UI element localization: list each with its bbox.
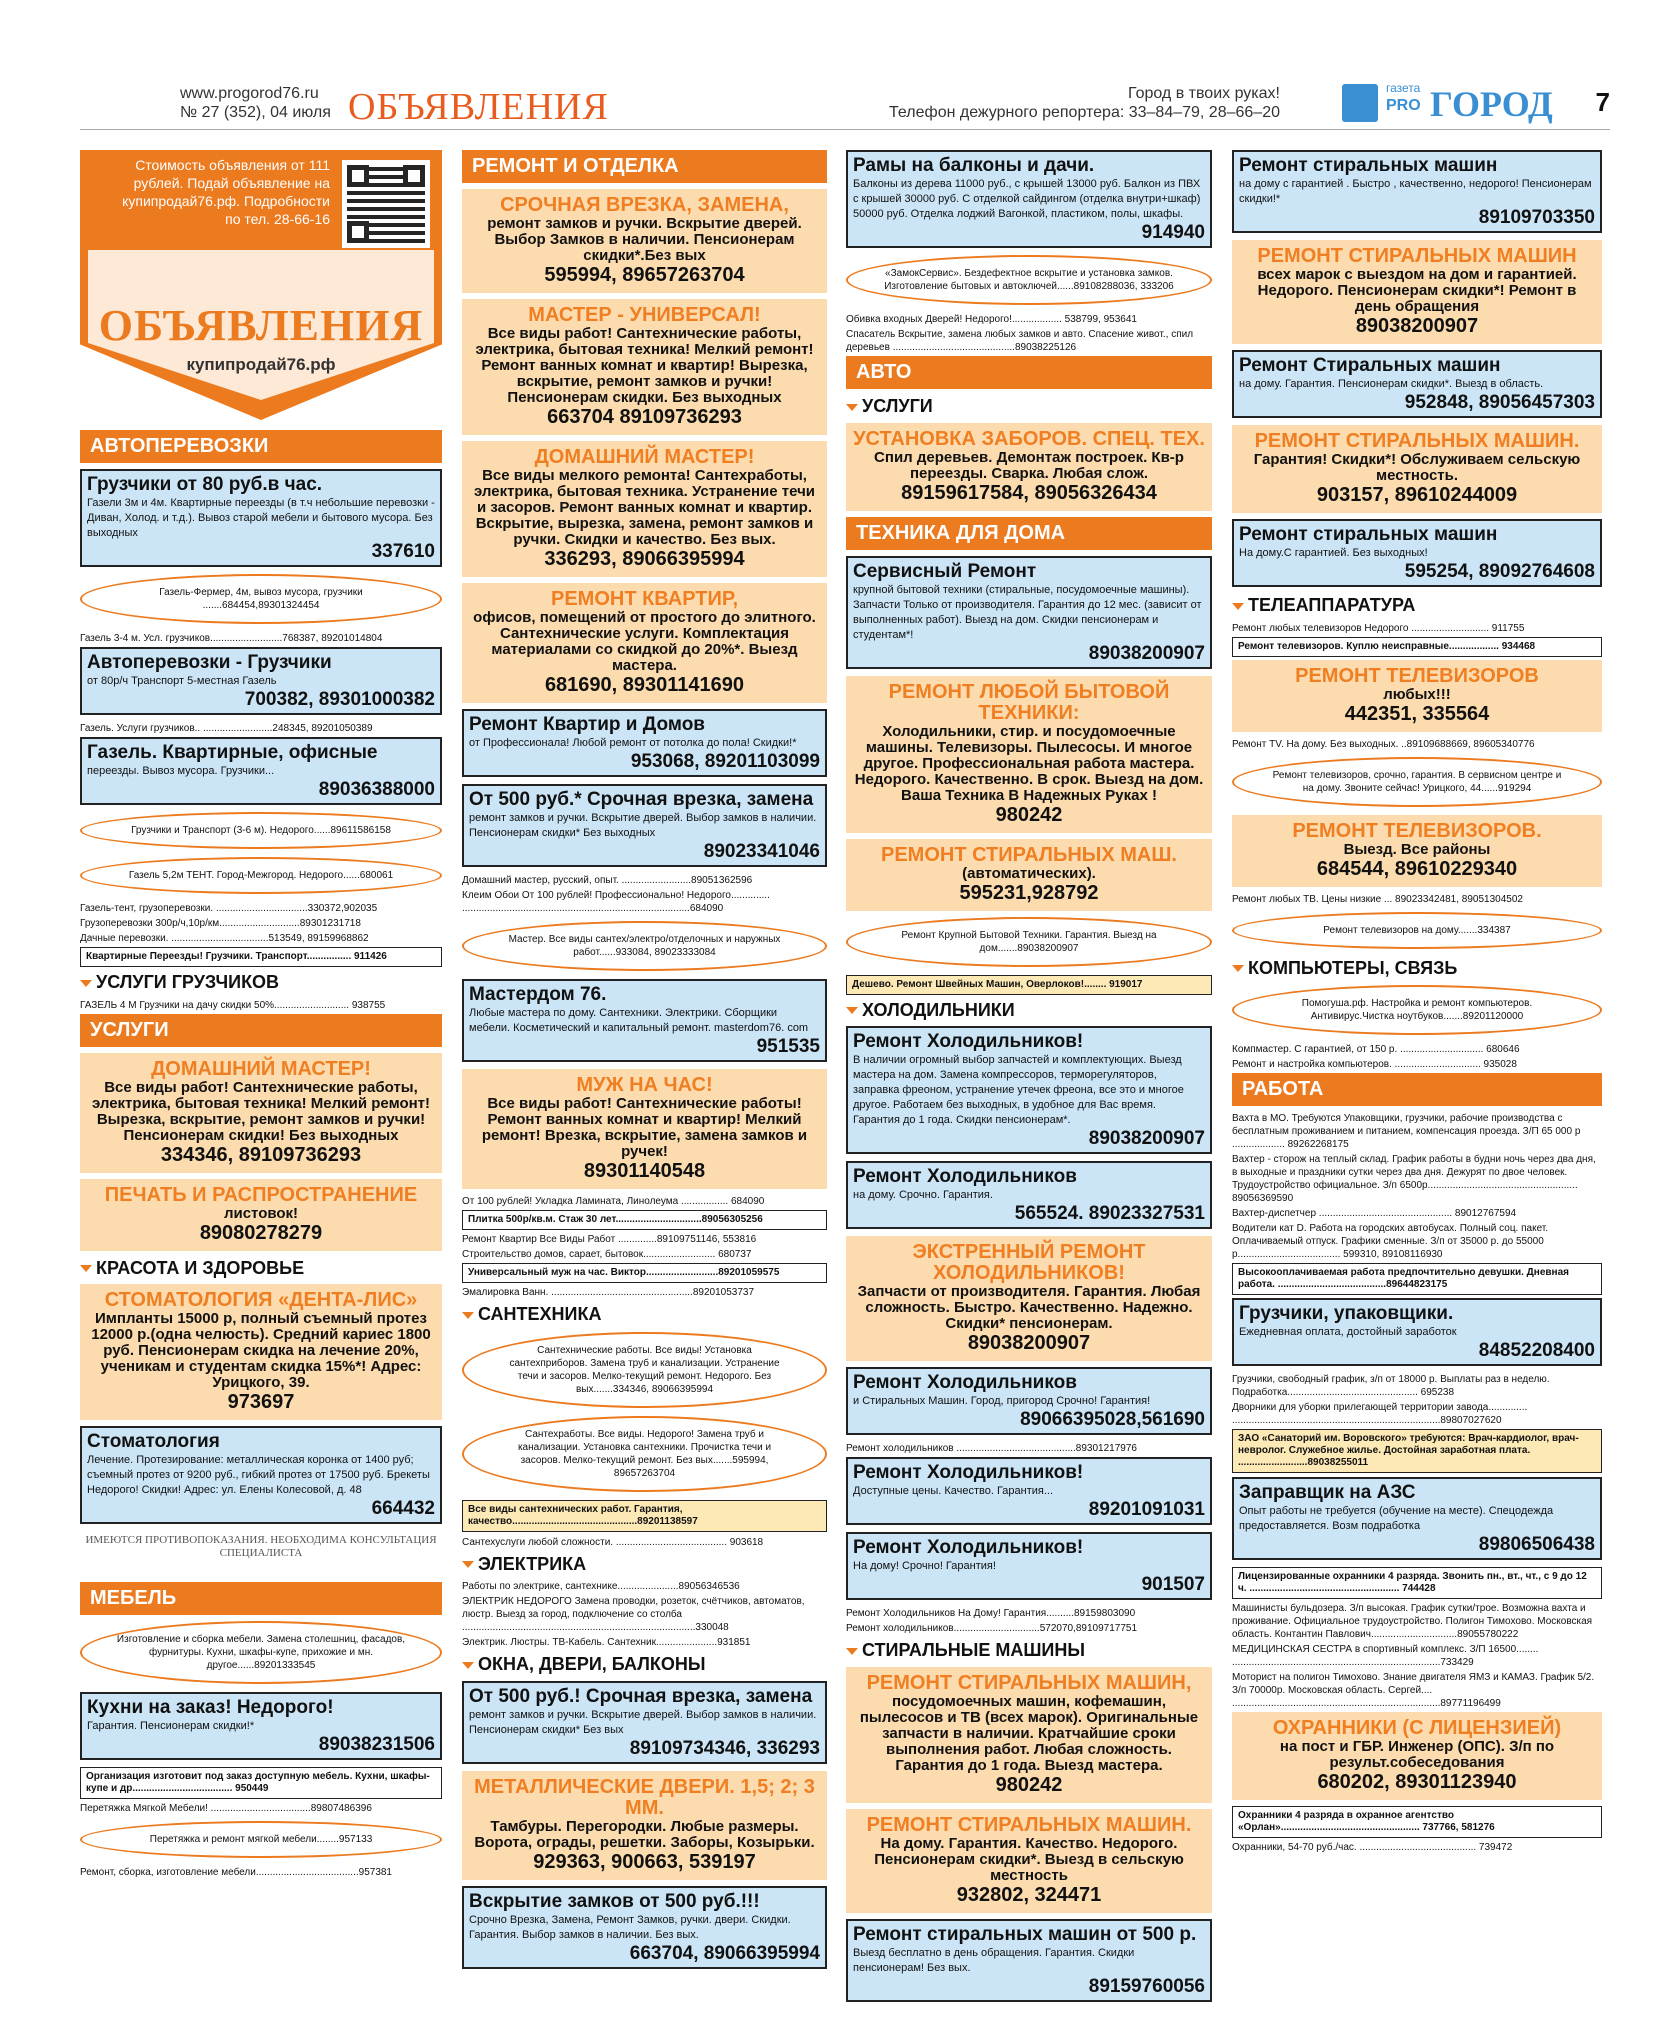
ad-line: Ремонт и настройка компьютеров. ............................... 935028	[1232, 1059, 1517, 1070]
medical-disclaimer: ИМЕЮТСЯ ПРОТИВОПОКАЗАНИЯ. НЕОБХОДИМА КОНСУЛЬТАЦИЯ СПЕЦИАЛИСТА	[85, 1534, 437, 1559]
ad-line: Ремонт холодильников ...........................................89301217976	[846, 1443, 1137, 1454]
ad-oval: Ремонт телевизоров на дому.......334387	[1232, 912, 1602, 949]
ad-box: Ремонт Холодильников! В наличии огромный выбор запчастей и комплектующих. Выезд мастера на дом. Замена компрессоров, терморегуляторов, заправка фреоном, устранение утечек фреона, все это и многое другое. Работаем без выходных, в удобное для Вас время. Гарантия до 1 года. Скидки пенсионерам*. 89038200907	[846, 1026, 1212, 1154]
column-2	[462, 150, 827, 2010]
ad-line: Охранники, 54-70 руб./час. .......................................... 739472	[1232, 1842, 1513, 1853]
hero-banner	[80, 150, 442, 420]
column-3	[846, 150, 1212, 2010]
ad-box: Ремонт Холодильников! На дому! Срочно! Гарантия! 901507	[846, 1532, 1212, 1600]
subsection-krasota: КРАСОТА И ЗДОРОВЬЕ	[80, 1257, 442, 1280]
ad-line: Вахтер-диспетчер ................................................ 89012767594	[1232, 1208, 1517, 1219]
ad-box: Ремонт Холодильников и Стиральных Машин. Город, пригород Срочно! Гарантия! 89066395028,561690	[846, 1367, 1212, 1435]
ad-box: Стоматология Лечение. Протезирование: металлическая коронка от 1400 руб; съемный протез от 9200 руб., гибкий протез от 17500 руб. Брекеты Недорого! Скидки! Адрес: ул. Елены Колесовой, д. 48 664432	[80, 1426, 442, 1524]
ad-orange: ОХРАННИКИ (С ЛИЦЕНЗИЕЙ) на пост и ГБР. Инженер (ОПС). З/п по результ.собеседования 680202, 89301123940	[1232, 1712, 1602, 1800]
ad-orange: РЕМОНТ ТЕЛЕВИЗОРОВ любых!!! 442351, 335564	[1232, 660, 1602, 732]
header-meta	[180, 84, 331, 122]
ad-orange: МУЖ НА ЧАС! Все виды работ! Сантехнические работы! Ремонт ванных комнат и квартир! Мелкий ремонт! Врезка, вскрытие, замена замков и ручек! 89301140548	[462, 1069, 827, 1189]
ad-oval: Перетяжка и ремонт мягкой мебели........957133	[80, 1821, 442, 1858]
hero-title: ОБЪЯВЛЕНИЯ	[98, 301, 424, 350]
ad-orange: МАСТЕР - УНИВЕРСАЛ! Все виды работ! Сантехнические работы, электрика, бытовая техника! Мелкий ремонт! Ремонт ванных комнат и квартир! Вырезка, вскрытие, ремонт замков и ручки! Пенсионерам скидки. Без выходных 663704 89109736293	[462, 299, 827, 435]
subsection-teleapparatura: ТЕЛЕАППАРАТУРА	[1232, 594, 1602, 617]
reporter-phone: Телефон дежурного репортера: 33–84–79, 28–66–20	[889, 104, 1280, 121]
ad-orange: МЕТАЛЛИЧЕСКИЕ ДВЕРИ. 1,5; 2; 3 ММ. Тамбуры. Перегородки. Любые размеры. Ворота, ограды, решетки. Заборы, Козырьки. 929363, 900663, 539197	[462, 1771, 827, 1880]
ad-line: Ремонт TV. На дому. Без выходных. ..89109688669, 89605340776	[1232, 738, 1535, 750]
section-header-tehnika: ТЕХНИКА ДЛЯ ДОМА	[846, 517, 1212, 550]
ad-oval: Газель 5,2м ТЕНТ. Город-Межгород. Недорого......680061	[80, 857, 442, 894]
column-1	[80, 150, 442, 2010]
ad-line: Вахта в МО. Требуются Упаковщики, грузчики, рабочие производства с бесплатным проживанием и питанием, компенсация проезда. З/П 65 000 р ................... 89262268175	[1232, 1113, 1581, 1150]
issue-info: № 27 (352), 04 июля	[180, 104, 331, 121]
section-header-autoperevozki: АВТОПЕРЕВОЗКИ	[80, 430, 442, 463]
ad-line: Электрик. Люстры. ТВ-Кабель. Сантехник......................931851	[462, 1637, 751, 1648]
ad-framed: Универсальный муж на час. Виктор..........................89201059575	[462, 1263, 827, 1283]
ad-oval: Мастер. Все виды сантех/электро/отделочных и наружных работ......933084, 89023333084	[462, 921, 827, 971]
ad-line: Сантехуслуги любой сложности. ........................................ 903618	[462, 1536, 764, 1548]
ad-box: От 500 руб.* Срочная врезка, замена ремонт замков и ручки. Вскрытие дверей. Выбор замков в наличии. Пенсионерам скидки* Без выходных 89023341046	[462, 784, 827, 867]
ad-orange: РЕМОНТ КВАРТИР, офисов, помещений от простого до элитного. Сантехнические услуги. Комплектация материалами со скидкой до 20%*. Выезд мастера. 681690, 89301141690	[462, 583, 827, 703]
section-header-mebel: МЕБЕЛЬ	[80, 1582, 442, 1615]
subsection-okna-dveri: ОКНА, ДВЕРИ, БАЛКОНЫ	[462, 1653, 827, 1676]
ad-orange: РЕМОНТ ЛЮБОЙ БЫТОВОЙ ТЕХНИКИ: Холодильники, стир. и посудомоечные машины. Телевизоры. Пылесосы. И многое другое. Профессиональная работа мастера. Недорого. Качественно. В срок. Выезд на дом. Ваша Техника В Надежных Руках ! 980242	[846, 676, 1212, 833]
ad-line: Эмалировка Ванн. ...................................................89201053737	[462, 1287, 755, 1298]
ad-box: Газель. Квартирные, офисные переезды. Вывоз мусора. Грузчики... 89036388000	[80, 737, 442, 805]
section-header-avto: АВТО	[846, 356, 1212, 389]
ad-line: Ремонт, сборка, изготовление мебели.....................................957381	[80, 1867, 392, 1878]
ad-highlight: ЗАО «Санаторий им. Воровского» требуются: Врач-кардиолог, врач-невролог. Служебное жилье. Достойная заработная плата. .........................89038255011	[1232, 1429, 1602, 1473]
ad-line: Дачные перевозки. ...................................513549, 89159968862	[80, 933, 369, 944]
ad-line: ЭЛЕКТРИК НЕДОРОГО Замена проводки, розеток, счётчиков, автоматов, люстр. Выезд за город, подключение со столба ....................................................................................330048	[462, 1596, 805, 1633]
logo-icon	[1342, 84, 1378, 122]
ad-line: Газель-тент, грузоперевозки. .................................330372,902035	[80, 903, 378, 914]
header-contact	[889, 84, 1280, 122]
subsection-elektrika: ЭЛЕКТРИКА	[462, 1553, 827, 1576]
ad-orange: ДОМАШНИЙ МАСТЕР! Все виды работ! Сантехнические работы, электрика, бытовая техника! Мелкий ремонт! Вырезка, вскрытие, ремонт замков и ручки! Пенсионерам скидки! Без выходных 334346, 89109736293	[80, 1053, 442, 1173]
ad-line: Перетяжка Мягкой Мебели! ....................................89807486396	[80, 1803, 372, 1814]
ad-line: Вахтер - сторож на теплый склад. График работы в будни ночь через два дня, в выходные и праздники сутки через два дня. Дежурят по двое человек. Трудоустройство официальное. З/п 6500р...................................................... 89056369590	[1232, 1154, 1596, 1204]
ad-line: Клеим Обои От 100 рублей! Профессионально! Недорого.............. ..................................................................................684090	[462, 890, 770, 914]
hero-text: Стоимость объявления от 111 рублей. Подай объявление на купипродай76.рф. Подробности по тел. 28-66-16	[122, 157, 330, 227]
ad-line: Машинисты бульдозера. З/п высокая. График сутки/трое. Возможна вахта и проживание. Официальное трудоустройство. Полигон Тимохово. Московская область. Контантин Павлович...............................89055780222	[1232, 1603, 1593, 1640]
subsection-holodilniki: ХОЛОДИЛЬНИКИ	[846, 999, 1212, 1022]
ad-line: Ремонт любых ТВ. Цены низкие ... 89023342481, 89051304502	[1232, 893, 1523, 905]
ad-orange: УСТАНОВКА ЗАБОРОВ. СПЕЦ. ТЕХ. Спил деревьев. Демонтаж построек. Кв-р переезды. Сварка. Любая слож. 89159617584, 89056326434	[846, 423, 1212, 511]
subsection-gruzchiki: УСЛУГИ ГРУЗЧИКОВ	[80, 971, 442, 994]
ad-orange: СТОМАТОЛОГИЯ «ДЕНТА-ЛИС» Импланты 15000 р, полный съемный протез 12000 р.(одна челюсть). Средний кариес 1800 руб. Пенсионерам скидка на лечение 20%, ученикам и студентам скидка 15%*! Адрес: Урицкого, 39. 973697	[80, 1284, 442, 1420]
ad-box: Мастердом 76. Любые мастера по дому. Сантехники. Электрики. Сборщики мебели. Косметический и капитальный ремонт. masterdom76. com 951535	[462, 979, 827, 1062]
column-4	[1232, 150, 1602, 2010]
ad-orange: ДОМАШНИЙ МАСТЕР! Все виды мелкого ремонта! Сантехработы, электрика, бытовая техника. Устранение течи и засоров. Ремонт ванных комнат и квартир. Вскрытие, вырезка, замена, ремонт замков и ручки. Скидки и качество. Без вых. 336293, 89066395994	[462, 441, 827, 577]
hero-site-link[interactable]: купипродай76.рф	[186, 355, 336, 374]
ad-oval: Ремонт Крупной Бытовой Техники. Гарантия. Выезд на дом.......89038200907	[846, 917, 1212, 967]
ad-oval: «ЗамокСервис». Бездефектное вскрытие и установка замков. Изготовление бытовых и автоключей......89108288036, 333206	[846, 255, 1212, 305]
ad-line: Ремонт Холодильников На Дому! Гарантия..........89159803090	[846, 1608, 1136, 1619]
ad-line: Дворники для уборки прилегающей территории завода.............. ...........................................................................89807027620	[1232, 1402, 1528, 1426]
qr-code-icon[interactable]	[342, 160, 430, 248]
ad-framed: Организация изготовит под заказ доступную мебель. Кухни, шкафы-купе и др.................................... 950449	[80, 1767, 442, 1799]
ad-highlight: Дешево. Ремонт Швейных Машин, Оверлоков!........ 919017	[846, 975, 1212, 995]
ad-line: Строительство домов, сарает, бытовок.......................... 680737	[462, 1249, 752, 1260]
ad-box: Грузчики, упаковщики. Ежедневная оплата, достойный заработок 84852208400	[1232, 1298, 1602, 1366]
ad-framed: Ремонт телевизоров. Куплю неисправные.................. 934468	[1232, 637, 1602, 657]
ad-box: Грузчики от 80 руб.в час. Газели 3м и 4м. Квартирные переезды (в т.ч небольшие перевозки - Диван, Холод. и т.д.). Вывоз старой мебели и бытового мусора. Без выходных 337610	[80, 469, 442, 567]
ad-highlight: Все виды сантехнических работ. Гарантия, качество.............................................89201138597	[462, 1500, 827, 1532]
newspaper-logo	[1342, 80, 1572, 126]
ad-oval: Ремонт телевизоров, срочно, гарантия. В сервисном центре и на дому. Звоните сейчас! Урицкого, 44......919294	[1232, 757, 1602, 807]
ad-line: ГАЗЕЛЬ 4 М Грузчики на дачу скидки 50%........................... 938755	[80, 999, 386, 1011]
ad-box: Заправщик на АЗС Опыт работы не требуется (обучение на месте). Спецодежда предоставляется. Возм подработка 89806506438	[1232, 1477, 1602, 1560]
ad-framed: Охранники 4 разряда в охранное агентство «Орлан».................................................. 737766, 581276	[1232, 1806, 1602, 1838]
section-title: ОБЪЯВЛЕНИЯ	[348, 86, 609, 128]
ad-box: Рамы на балконы и дачи. Балконы из дерева 11000 руб., с крышей 13000 руб. Балкон из ПВХ с крышей 30000 руб. С отделкой сайдингом (отделка внутри+шкаф) 50000 руб. Отделка лоджий Вагонкой, пластиком, полы, шкафы. 914940	[846, 150, 1212, 248]
ad-box: Ремонт Квартир и Домов от Профессионала! Любой ремонт от потолка до пола! Скидки!* 953068, 89201103099	[462, 709, 827, 777]
ad-orange: РЕМОНТ СТИРАЛЬНЫХ МАШ. (автоматических). 595231,928792	[846, 839, 1212, 911]
ad-line: От 100 рублей! Укладка Ламината, Линолеума ................. 684090	[462, 1196, 765, 1207]
ad-box: Ремонт стиральных машин от 500 р. Выезд бесплатно в день обращения. Гарантия. Скидки пенсионерам! Без вых. 89159760056	[846, 1919, 1212, 2002]
slogan: Город в твоих руках!	[1127, 85, 1280, 102]
ad-orange: ПЕЧАТЬ И РАСПРОСТРАНЕНИЕ листовок! 89080278279	[80, 1179, 442, 1251]
ad-box: Вскрытие замков от 500 руб.!!! Срочно Врезка, Замена, Ремонт Замков, ручки. двери. Скидки. Гарантия. Выбор замков в наличии. Без вых. 663704, 89066395994	[462, 1886, 827, 1969]
ad-framed: Лицензированные охранники 4 разряда. Звонить пн., вт., чт., с 9 до 12 ч. ...................................................... 744428	[1232, 1567, 1602, 1599]
subsection-stiralnye: СТИРАЛЬНЫЕ МАШИНЫ	[846, 1639, 1212, 1662]
logo-gorod: ГОРОД	[1430, 84, 1553, 124]
subsection-kompyutery: КОМПЬЮТЕРЫ, СВЯЗЬ	[1232, 957, 1602, 980]
ad-line: Спасатель Вскрытие, замена любых замков и авто. Спасение живот., спил деревьев ............................................89038225126	[846, 329, 1194, 353]
page-number: 7	[1595, 87, 1610, 117]
ad-framed: Высокооплачиваемая работа предпочтительно девушки. Дневная работа. .......................................89644823175	[1232, 1263, 1602, 1295]
section-header-remont: РЕМОНТ И ОТДЕЛКА	[462, 150, 827, 183]
ad-box: Ремонт Стиральных машин на дому. Гарантия. Пенсионерам скидки*. Выезд в область. 952848, 89056457303	[1232, 350, 1602, 418]
ad-orange: РЕМОНТ СТИРАЛЬНЫХ МАШИН. На дому. Гарантия. Качество. Недорого. Пенсионерам скидки*. Выезд в сельскую местность 932802, 324471	[846, 1809, 1212, 1913]
ad-box: Ремонт Холодильников на дому. Срочно. Гарантия. 565524. 89023327531	[846, 1161, 1212, 1229]
subsection-santehnika: САНТЕХНИКА	[462, 1303, 827, 1326]
ad-oval: Сантехнические работы. Все виды! Установка сантехприборов. Замена труб и канализации. Устранение течи и засоров. Мелко-текущий ремонт. Недорого. Без вых.......334346, 89066395994	[462, 1332, 827, 1408]
ad-box: Ремонт Холодильников! Доступные цены. Качество. Гарантия... 89201091031	[846, 1457, 1212, 1525]
ad-box: Ремонт стиральных машин на дому с гарантией . Быстро , качественно, недорого! Пенсионерам скидки!* 89109703350	[1232, 150, 1602, 233]
ad-line: Грузоперевозки 300р/ч,10р/км.............................89301231718	[80, 918, 361, 929]
ad-oval: Газель-Фермер, 4м, вывоз мусора, грузчики .......684454,89301324454	[80, 574, 442, 624]
ad-orange: РЕМОНТ СТИРАЛЬНЫХ МАШИН всех марок с выездом на дом и гарантией. Недорого. Пенсионерам скидки*! Ремонт в день обращения 89038200907	[1232, 240, 1602, 344]
ad-framed: Плитка 500р/кв.м. Стаж 30 лет...............................89056305256	[462, 1210, 827, 1230]
ad-orange: РЕМОНТ ТЕЛЕВИЗОРОВ. Выезд. Все районы 684544, 89610229340	[1232, 815, 1602, 887]
section-header-uslugi: УСЛУГИ	[80, 1014, 442, 1047]
ad-orange: СРОЧНАЯ ВРЕЗКА, ЗАМЕНА, ремонт замков и ручки. Вскрытие дверей. Выбор Замков в наличии. Пенсионерам скидки*.Без вых 595994, 89657263704	[462, 189, 827, 293]
ad-line: Обивка входных Дверей! Недорого!.................. 538799, 953641	[846, 314, 1137, 325]
ad-oval: Помогуша.рф. Настройка и ремонт компьютеров. Антивирус.Чистка ноутбуков.......89201120000	[1232, 985, 1602, 1035]
ad-orange: ЭКСТРЕННЫЙ РЕМОНТ ХОЛОДИЛЬНИКОВ! Запчасти от производителя. Гарантия. Любая сложность. Быстро. Качественно. Надежно. Скидки* пенсионерам. 89038200907	[846, 1236, 1212, 1361]
ad-line: Газель. Услуги грузчиков.. .........................248345, 89201050389	[80, 723, 373, 734]
ad-orange: РЕМОНТ СТИРАЛЬНЫХ МАШИН, посудомоечных машин, кофемашин, пылесосов и ТВ (всех марок). Оригинальные запчасти в наличии. Кратчайшие сроки выполнения работ. Любая сложность. Гарантия до 1 года. Выезд мастера. 980242	[846, 1667, 1212, 1803]
section-header-rabota: РАБОТА	[1232, 1073, 1602, 1106]
ad-line: Компмастер. С гарантией, от 150 р. .............................. 680646	[1232, 1044, 1520, 1055]
ad-line: Ремонт любых телевизоров Недорого ............................ 911755	[1232, 622, 1525, 634]
ad-oval: Грузчики и Транспорт (3-6 м). Недорого......89611586158	[80, 812, 442, 849]
ad-orange: РЕМОНТ СТИРАЛЬНЫХ МАШИН. Гарантия! Скидки*! Обслуживаем сельскую местность. 903157, 89610244009	[1232, 425, 1602, 513]
ad-line: Ремонт Квартир Все Виды Работ ..............89109751146, 553816	[462, 1234, 757, 1245]
ad-line: Газель 3-4 м. Усл. грузчиков..........................768387, 89201014804	[80, 633, 383, 644]
ad-box: От 500 руб.! Срочная врезка, замена ремонт замков и ручки. Вскрытие дверей. Выбор замков в наличии. Пенсионерам скидки* Без вых 89109734346, 336293	[462, 1681, 827, 1764]
ad-framed: Квартирные Переезды! Грузчики. Транспорт................ 911426	[80, 947, 442, 967]
ad-box: Автоперевозки - Грузчики от 80р/ч Транспорт 5-местная Газель 700382, 89301000382	[80, 647, 442, 715]
ad-line: Водители кат D. Работа на городских автобусах. Полный соц. пакет. Оплачиваемый отпуск. Графики сменные. З/п от 35000 р. до 55000 р..................................... 599310, 89108116930	[1232, 1223, 1549, 1260]
ad-oval: Изготовление и сборка мебели. Замена столешниц, фасадов, фурнитуры. Кухни, шкафы-купе, прихожие и мн. другое......89201333545	[80, 1621, 442, 1684]
ad-box: Ремонт стиральных машин На дому.С гарантией. Без выходных! 595254, 89092764608	[1232, 519, 1602, 587]
page-header	[80, 78, 1610, 130]
site-link[interactable]: www.progorod76.ru	[180, 85, 319, 102]
ad-line: Грузчики, свободный график, з/п от 18000 р. Выплаты раз в неделю. Подработка............................................... 695238	[1232, 1374, 1550, 1398]
ad-line: Работы по электрике, сантехнике......................89056346536	[462, 1581, 740, 1592]
ad-line: Моторист на полигон Тимохово. Знание двигателя ЯМЗ и КАМАЗ. График 5/2. З/п 70000р. Московская область. Сергей.... ...........................................................................89771196499	[1232, 1672, 1595, 1709]
subsection-uslugi: УСЛУГИ	[846, 395, 1212, 418]
ad-box: Сервисный Ремонт крупной бытовой техники (стиральные, посудомоечные машины). Запчасти Только от производителя. Гарантия до 12 мес. (зависит от выполненных работ). Выезд на дом. Скидки пенсионерам и студентам*! 89038200907	[846, 556, 1212, 669]
ad-line: Домашний мастер, русский, опыт. .........................89051362596	[462, 875, 753, 886]
ad-box: Кухни на заказ! Недорого! Гарантия. Пенсионерам скидки!* 89038231506	[80, 1692, 442, 1760]
logo-pro: PRO	[1386, 97, 1421, 114]
logo-gazeta: газета	[1386, 81, 1421, 95]
ad-line: Ремонт холодильников...............................572070,89109717751	[846, 1623, 1138, 1634]
ad-line: МЕДИЦИНСКАЯ СЕСТРА в спортивный комплекс. З/П 16500........ ...........................................................................733429	[1232, 1644, 1539, 1668]
ad-oval: Сантехработы. Все виды. Недорого! Замена труб и канализации. Установка сантехники. Прочистка течи и засоров. Мелко-текущий ремонт. Без вых.......595994, 89657263704	[462, 1416, 827, 1492]
